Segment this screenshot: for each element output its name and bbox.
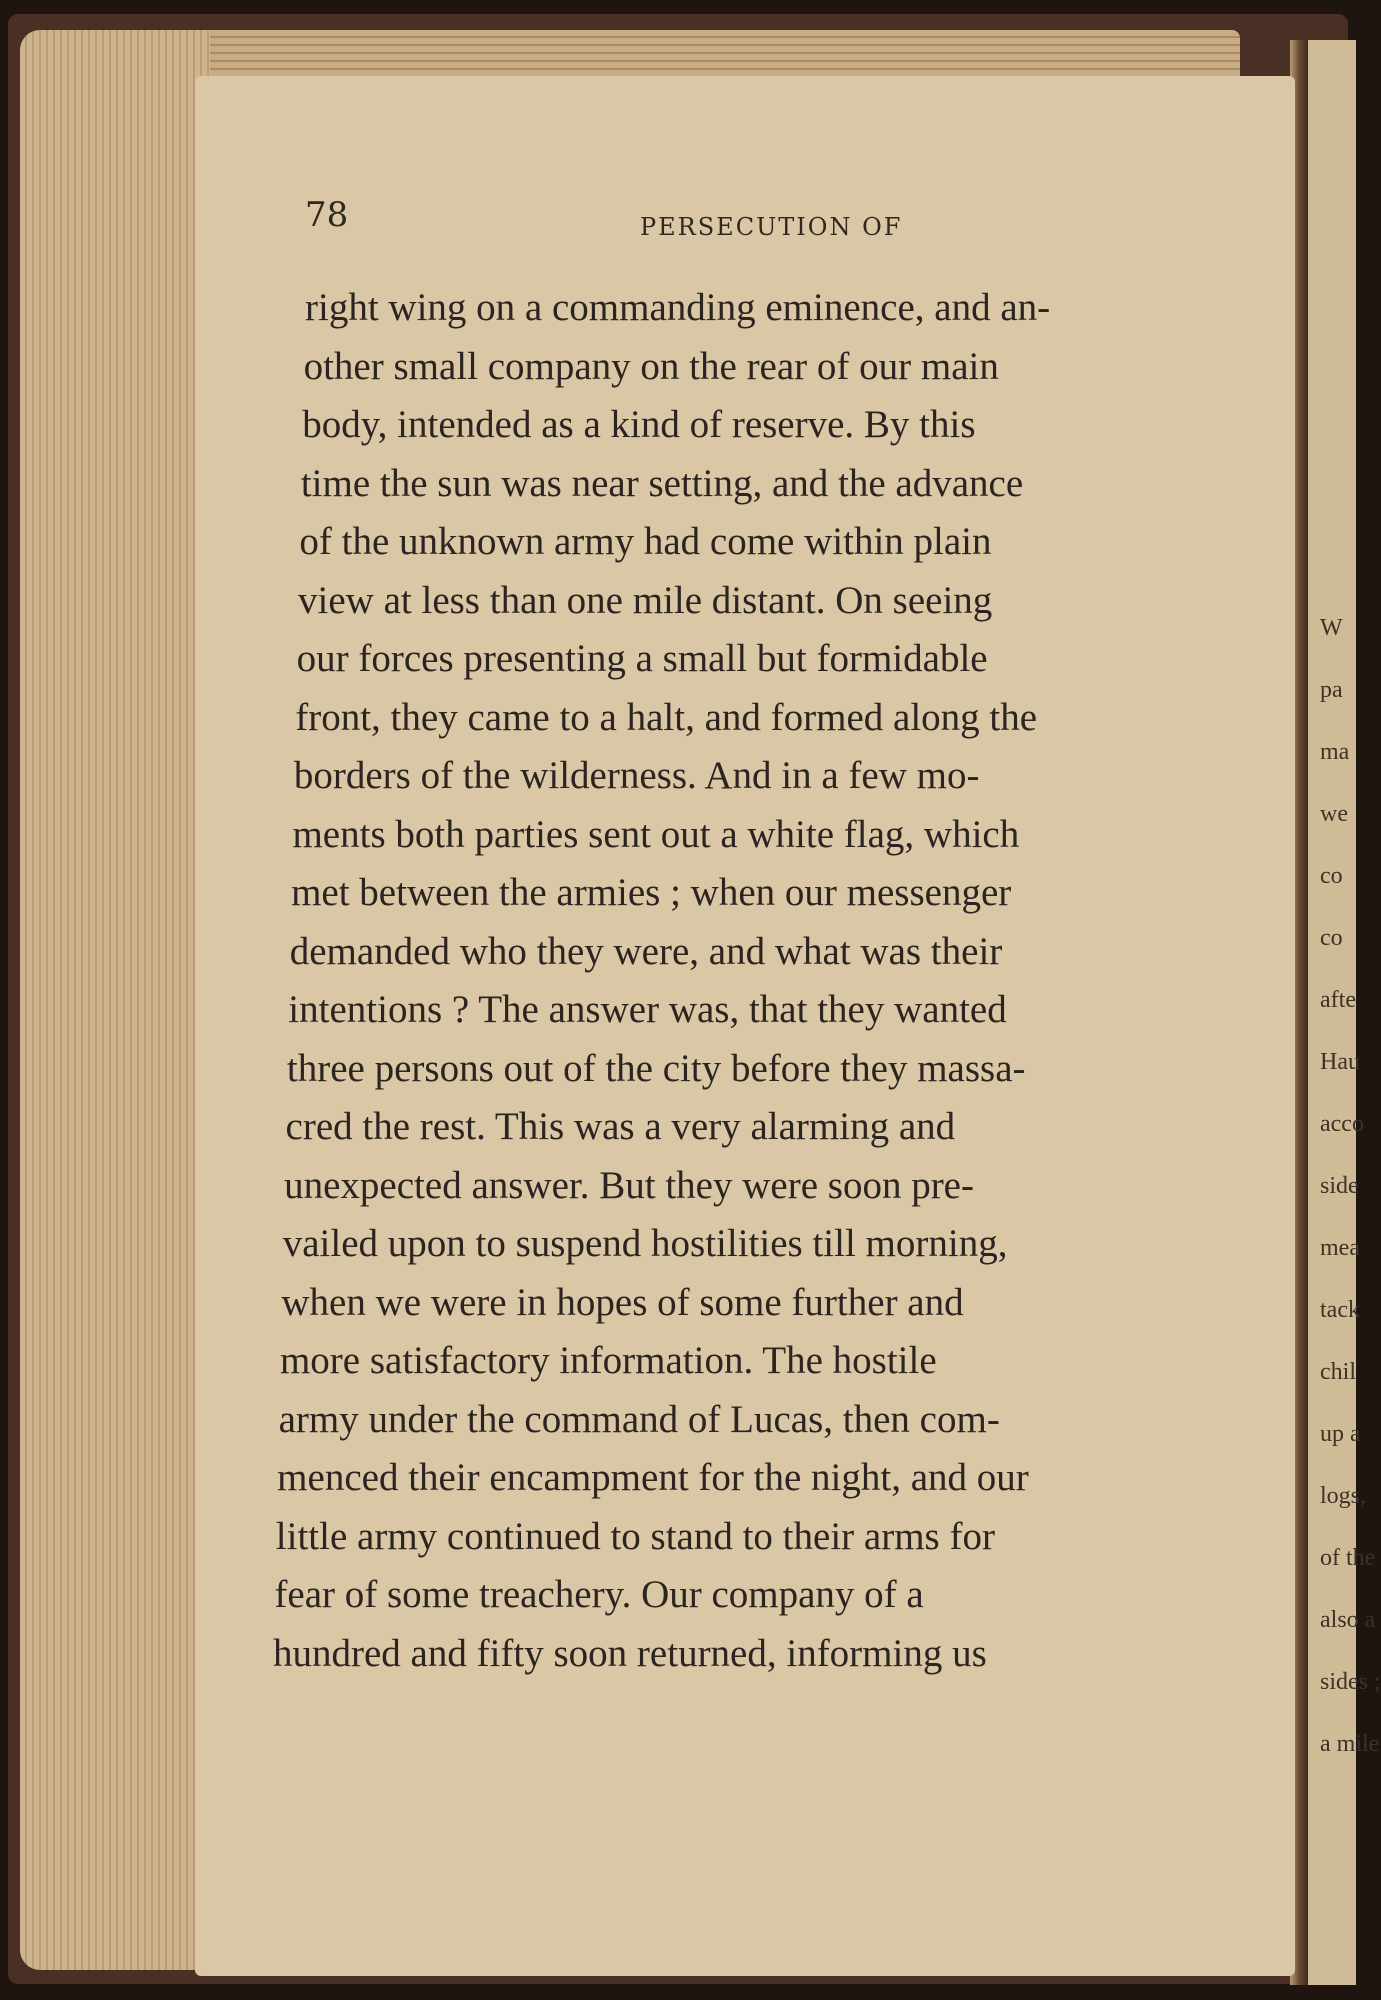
- adjacent-page-fragment: mea: [1320, 1235, 1360, 1261]
- text-line: view at less than one mile distant. On seeing: [298, 578, 993, 622]
- text-line: other small company on the rear of our main: [303, 344, 999, 388]
- adjacent-page-fragment: chil: [1320, 1359, 1356, 1385]
- text-line: demanded who they were, and what was their: [289, 929, 1003, 973]
- adjacent-page-fragment: sides ;: [1320, 1669, 1381, 1695]
- text-line: of the unknown army had come within plain: [299, 520, 992, 563]
- text-line: borders of the wilderness. And in a few mo-: [293, 754, 980, 797]
- text-line: hundred and fifty soon returned, informing us: [273, 1631, 987, 1675]
- adjacent-page-fragment: logs,: [1320, 1483, 1367, 1509]
- running-head: PERSECUTION OF: [640, 213, 903, 241]
- adjacent-page-fragment: also a: [1320, 1607, 1376, 1633]
- adjacent-page-fragment: ma: [1320, 739, 1350, 765]
- text-line: when we were in hopes of some further and: [281, 1280, 964, 1324]
- adjacent-page-fragment: side: [1320, 1173, 1359, 1199]
- text-line: menced their encampment for the night, and our: [277, 1456, 1029, 1499]
- adjacent-page-fragment: W: [1320, 615, 1343, 641]
- text-line: army under the command of Lucas, then com-: [278, 1397, 1000, 1441]
- text-line: vailed upon to suspend hostilities till morning,: [282, 1222, 1008, 1265]
- text-line: time the sun was near setting, and the advance: [300, 461, 1024, 505]
- adjacent-page-fragment: pa: [1320, 677, 1343, 703]
- adjacent-page-fragment: Hau: [1320, 1049, 1360, 1075]
- adjacent-page-fragment: afte: [1320, 987, 1356, 1013]
- text-line: unexpected answer. But they were soon pre-: [284, 1163, 974, 1207]
- adjacent-page-fragment: up a: [1320, 1421, 1361, 1447]
- text-line: fear of some treachery. Our company of a: [274, 1573, 924, 1616]
- text-line: front, they came to a halt, and formed along the: [295, 695, 1038, 739]
- text-line: ments both parties sent out a white flag, which: [292, 812, 1020, 856]
- text-line: body, intended as a kind of reserve. By this: [302, 403, 976, 446]
- adjacent-page-fragment: we: [1320, 801, 1348, 827]
- text-line: little army continued to stand to their arms for: [275, 1514, 995, 1558]
- text-line: right wing on a commanding eminence, and an-: [305, 286, 1051, 329]
- text-line: met between the armies ; when our messenger: [291, 871, 1012, 914]
- text-line: three persons out of the city before they massa-: [286, 1046, 1026, 1090]
- text-line: cred the rest. This was a very alarming and: [285, 1105, 956, 1148]
- text-line: our forces presenting a small but formidable: [296, 637, 988, 680]
- adjacent-page-fragment: co: [1320, 863, 1343, 889]
- adjacent-page-fragment: co: [1320, 925, 1343, 951]
- adjacent-page-fragment: of the: [1320, 1545, 1376, 1571]
- adjacent-page-fragment: tack: [1320, 1297, 1360, 1323]
- page-number: 78: [305, 195, 349, 235]
- text-line: intentions ? The answer was, that they wanted: [288, 988, 1007, 1031]
- text-line: more satisfactory information. The hostile: [279, 1339, 937, 1382]
- adjacent-page-fragment: a mile: [1320, 1731, 1380, 1757]
- adjacent-page-fragment: acco: [1320, 1111, 1364, 1137]
